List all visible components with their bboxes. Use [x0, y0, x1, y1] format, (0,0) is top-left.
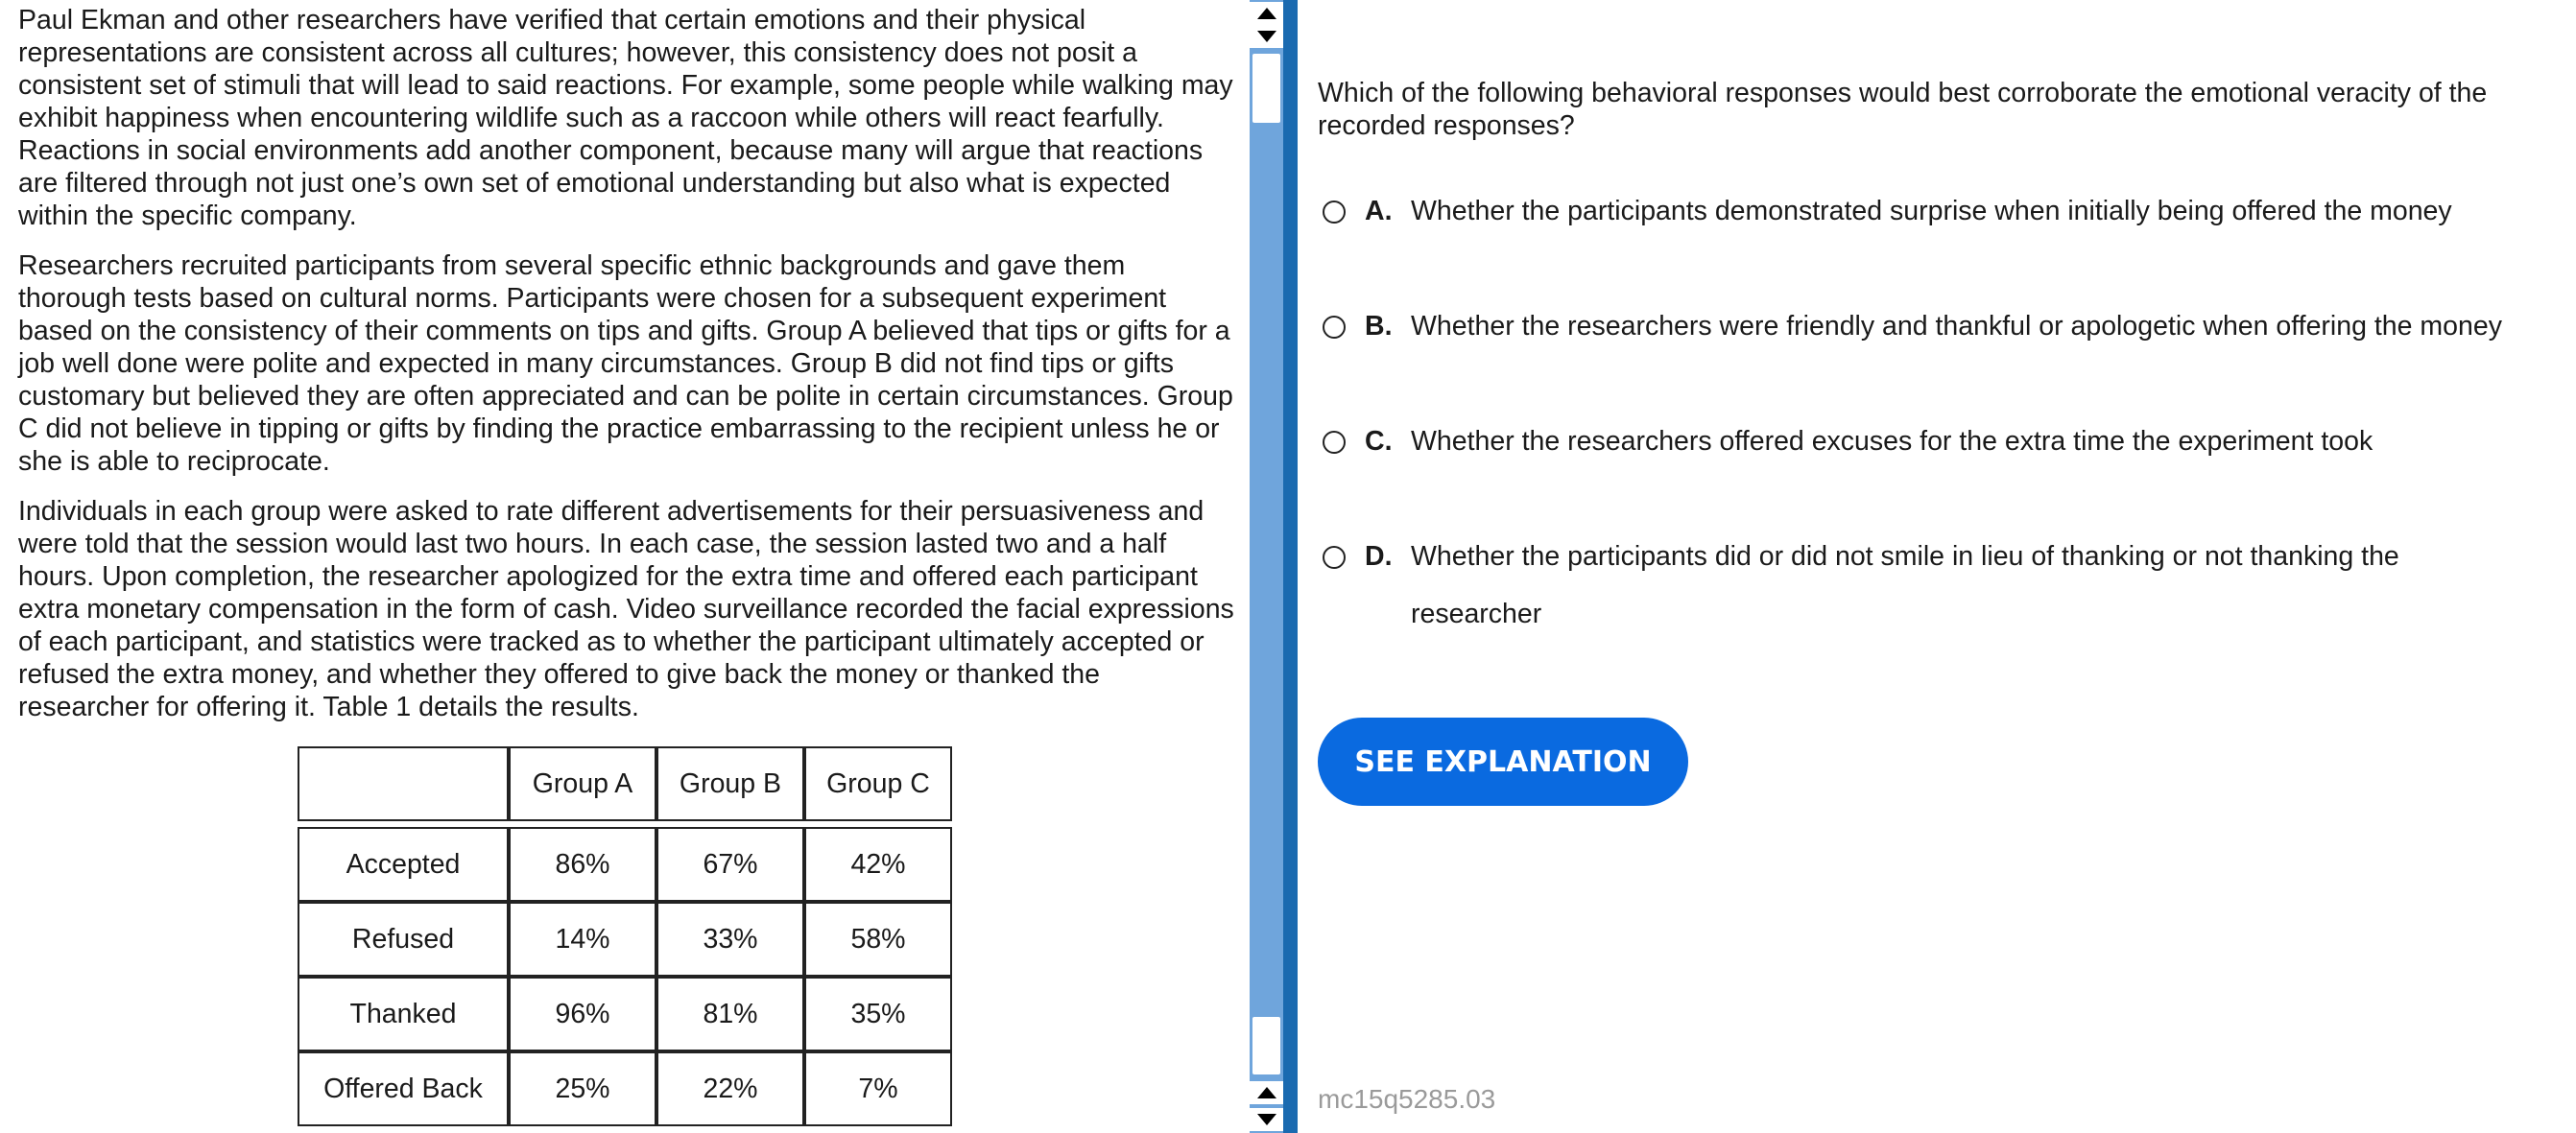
option-text[interactable]: Whether the researchers were friendly and thankful or apologetic when offering the money	[1411, 311, 2502, 342]
question-id: mc15q5285.03	[1318, 1084, 1496, 1114]
table-cell: 42%	[804, 827, 952, 902]
arrow-up-icon	[1257, 8, 1276, 19]
results-table	[298, 746, 952, 1126]
table-row	[298, 827, 952, 902]
see-explanation-button[interactable]: SEE EXPLANATION	[1318, 718, 1688, 806]
scroll-up-button-lower[interactable]	[1250, 1081, 1283, 1104]
pane-divider[interactable]	[1283, 0, 1298, 1133]
table-row	[298, 1051, 952, 1126]
passage	[18, 4, 1237, 741]
table-cell: 33%	[656, 902, 804, 977]
passage-paragraph-2: Researchers recruited participants from several specific ethnic backgrounds and gave them thorough tests based on cultural norms. Participants were chosen for a subsequent experiment based on the consistency of their comments on tips and gifts. Group A believed that tips or gifts for a job well done were polite and expected in many circumstances. Group B did not find tips or gifts customary but believed they are often appreciated and can be polite in certain circumstances. Group C did not believe in tipping or gifts by finding the practice embarrassing to the recipient unless he or she is able to reciprocate.	[18, 250, 1233, 477]
scroll-thumb[interactable]	[1252, 54, 1280, 123]
table-cell: 86%	[509, 827, 656, 902]
scroll-up-button[interactable]	[1250, 2, 1283, 25]
passage-paragraph-1: Paul Ekman and other researchers have verified that certain emotions and their physical representations are consistent across all cultures; however, this consistency does not posit a consistent set of stimuli that will lead to said reactions. For example, some people while walking may exhibit happiness when encountering wildlife such as a raccoon while others will react fearfully. Reactions in social environments add another component, because many will argue that reactions are filtered through not just one’s own set of emotional understanding but also what is expected within the specific company.	[18, 5, 1233, 231]
arrow-up-icon	[1257, 1087, 1276, 1098]
option-d[interactable]	[1323, 540, 2486, 643]
arrow-down-icon	[1257, 31, 1276, 42]
option-c[interactable]	[1323, 425, 2576, 470]
passage-scrollbar[interactable]	[1250, 0, 1283, 1133]
radio-button[interactable]	[1323, 316, 1346, 339]
table-cell: 7%	[804, 1051, 952, 1126]
row-label: Thanked	[298, 977, 509, 1051]
passage-pane	[0, 0, 1248, 1133]
radio-button[interactable]	[1323, 201, 1346, 224]
table-header-cell: Group B	[656, 746, 804, 821]
option-text[interactable]: Whether the participants demonstrated surprise when initially being offered the money	[1411, 196, 2452, 226]
option-a[interactable]	[1323, 195, 2576, 240]
table-cell: 22%	[656, 1051, 804, 1126]
table-cell: 58%	[804, 902, 952, 977]
table-row	[298, 902, 952, 977]
table-cell: 81%	[656, 977, 804, 1051]
table-header-cell: Group C	[804, 746, 952, 821]
question-stem: Which of the following behavioral responses would best corroborate the emotional veracity of the recorded responses?	[1318, 78, 2488, 141]
table-header-row	[298, 746, 952, 821]
table-cell: 25%	[509, 1051, 656, 1126]
option-letter: C.	[1365, 426, 1393, 457]
scroll-down-button-lower[interactable]	[1250, 1108, 1283, 1131]
row-label: Offered Back	[298, 1051, 509, 1126]
radio-button[interactable]	[1323, 431, 1346, 454]
option-letter: B.	[1365, 311, 1393, 342]
table-header-cell	[298, 746, 509, 821]
arrow-down-icon	[1257, 1114, 1276, 1125]
option-text[interactable]: Whether the researchers offered excuses for the extra time the experiment took	[1411, 426, 2373, 457]
question-pane	[1298, 0, 2576, 1133]
table-header-cell: Group A	[509, 746, 656, 821]
scroll-down-button[interactable]	[1250, 25, 1283, 48]
option-letter: A.	[1365, 196, 1393, 226]
option-b[interactable]	[1323, 310, 2576, 355]
radio-button[interactable]	[1323, 546, 1346, 569]
table-cell: 96%	[509, 977, 656, 1051]
option-letter: D.	[1365, 541, 1393, 572]
table-cell: 14%	[509, 902, 656, 977]
row-label: Accepted	[298, 827, 509, 902]
row-label: Refused	[298, 902, 509, 977]
passage-paragraph-3: Individuals in each group were asked to rate different advertisements for their persuasiveness and were told that the session would last two hours. In each case, the session lasted two and a half hours. Upon completion, the researcher apologized for the extra time and offered each participant extra monetary compensation in the form of cash. Video surveillance recorded the facial expressions of each participant, and statistics were tracked as to whether the participant ultimately accepted or refused the extra money, and whether they offered to give back the money or thanked the researcher for offering it. Table 1 details the results.	[18, 496, 1234, 722]
option-text[interactable]: Whether the participants did or did not smile in lieu of thanking or not thanking the researcher	[1411, 541, 2399, 629]
table-cell: 35%	[804, 977, 952, 1051]
table-row	[298, 977, 952, 1051]
scroll-thumb-lower[interactable]	[1252, 1017, 1280, 1074]
table-cell: 67%	[656, 827, 804, 902]
